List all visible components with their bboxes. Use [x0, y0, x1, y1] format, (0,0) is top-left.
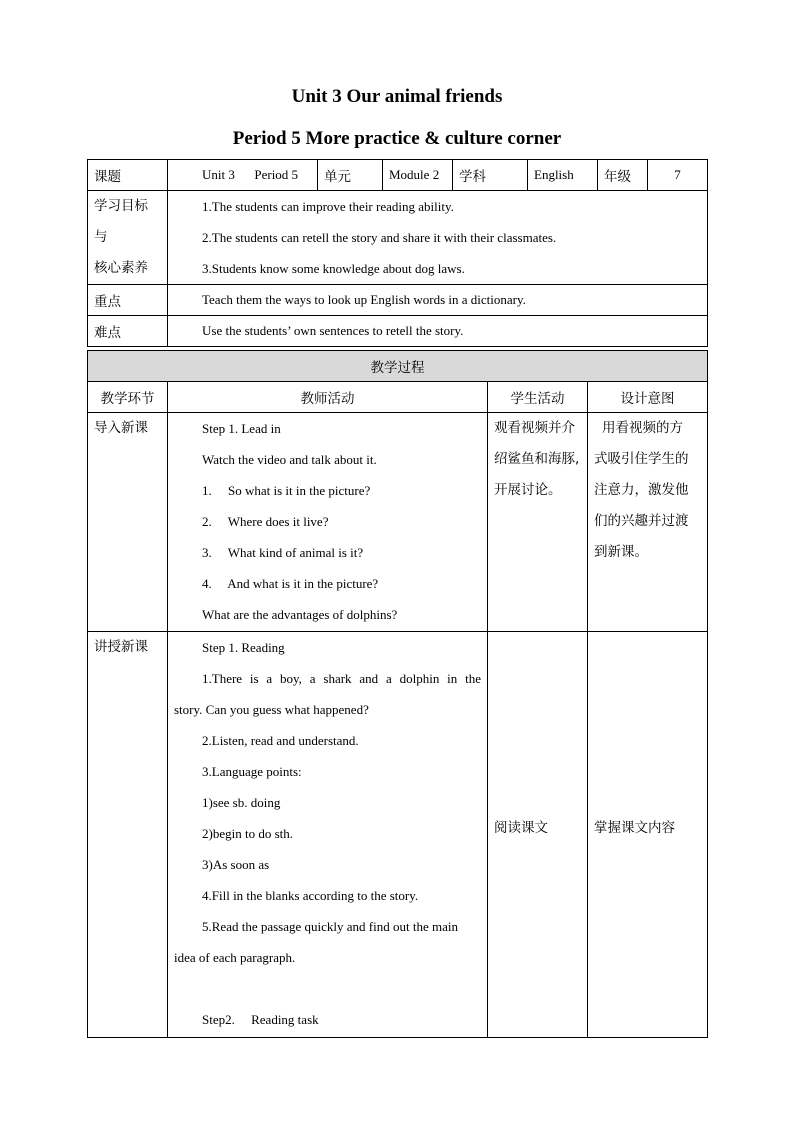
teacher-line: 2. Where does it live?: [202, 514, 329, 529]
objective-item: 1.The students can improve their reading ability.: [202, 199, 454, 214]
objectives-label-line: 核心素养: [94, 260, 148, 276]
topic-value: Unit 3 Period 5: [168, 160, 318, 191]
teacher-line: 4. And what is it in the picture?: [202, 576, 379, 591]
intent-line: 到新课。: [594, 544, 648, 560]
student-line: 开展讨论。: [494, 482, 562, 498]
student-activity-cell: [488, 413, 588, 632]
intent-line: 注意力，激发他: [594, 482, 689, 498]
stage-label: 导入新课: [94, 420, 148, 436]
teacher-line: 1.There is a boy, a shark and a dolphin in the: [202, 671, 481, 686]
key-point-value: Teach them the ways to look up English words in a dictionary.: [168, 285, 708, 316]
objectives-label: [88, 191, 168, 285]
objective-item: 2.The students can retell the story and share it with their classmates.: [202, 230, 557, 245]
stage-label: 讲授新课: [94, 639, 148, 655]
difficult-point-label: 难点: [88, 316, 168, 347]
grade-value: 7: [648, 160, 708, 191]
objectives-label-line: 与: [94, 229, 108, 245]
unit-value: Module 2: [383, 160, 453, 191]
intent-line: 们的兴趣并过渡: [594, 513, 689, 529]
intent-line: 掌握课文内容: [594, 820, 675, 836]
teacher-line: 2.Listen, read and understand.: [202, 733, 359, 748]
objectives-content: [168, 191, 708, 285]
teacher-line: 4.Fill in the blanks according to the story.: [202, 888, 419, 903]
difficult-point-value: Use the students’ own sentences to retell the story.: [168, 316, 708, 347]
teaching-process-table: [87, 350, 708, 1038]
subject-label: 学科: [453, 160, 528, 191]
key-point-label: 重点: [88, 285, 168, 316]
document-title: Unit 3 Our animal friends: [291, 86, 503, 107]
column-header-teacher: 教师活动: [168, 382, 488, 413]
table-row: [88, 413, 708, 632]
document-subtitle: Period 5 More practice & culture corner: [232, 128, 562, 149]
teacher-line: 3)As soon as: [202, 857, 270, 872]
student-line: 阅读课文: [494, 820, 548, 836]
objective-item: 3.Students know some knowledge about dog laws.: [202, 261, 465, 276]
teacher-blank-line: [168, 973, 487, 1004]
student-line: 观看视频并介: [494, 420, 575, 436]
subject-value: English: [528, 160, 598, 191]
teacher-line: idea of each paragraph.: [174, 950, 296, 965]
column-header-student: 学生活动: [488, 382, 588, 413]
student-line: 绍鲨鱼和海豚,: [494, 451, 580, 467]
design-intent-cell: [588, 413, 708, 632]
stage-cell: [88, 413, 168, 632]
teacher-line: Step 1. Lead in: [202, 421, 281, 436]
student-activity-cell: [488, 632, 588, 1038]
topic-label: 课题: [88, 160, 168, 191]
teacher-line: 2)begin to do sth.: [202, 826, 293, 841]
teacher-line: Step 1. Reading: [202, 640, 285, 655]
column-header-stage: 教学环节: [88, 382, 168, 413]
teacher-line: What are the advantages of dolphins?: [202, 607, 398, 622]
intent-line: 用看视频的方: [602, 420, 683, 436]
teacher-line: 3.Language points:: [202, 764, 302, 779]
teacher-activity-cell: [168, 632, 488, 1038]
teacher-line: Step2. Reading task: [202, 1012, 319, 1027]
teacher-line: 3. What kind of animal is it?: [202, 545, 364, 560]
intent-line: 式吸引住学生的: [594, 451, 689, 467]
lesson-info-table: [87, 159, 708, 347]
teacher-line: 5.Read the passage quickly and find out the main: [202, 919, 458, 934]
process-header: 教学过程: [88, 351, 708, 382]
unit-label: 单元: [318, 160, 383, 191]
stage-cell: [88, 632, 168, 1038]
teacher-line: Watch the video and talk about it.: [202, 452, 377, 467]
teacher-line: 1)see sb. doing: [202, 795, 281, 810]
design-intent-cell: [588, 632, 708, 1038]
column-header-intent: 设计意图: [588, 382, 708, 413]
teacher-line: story. Can you guess what happened?: [174, 702, 369, 717]
teacher-activity-cell: [168, 413, 488, 632]
table-row: [88, 632, 708, 1038]
grade-label: 年级: [598, 160, 648, 191]
teacher-line: 1. So what is it in the picture?: [202, 483, 371, 498]
objectives-label-line: 学习目标: [94, 198, 148, 214]
